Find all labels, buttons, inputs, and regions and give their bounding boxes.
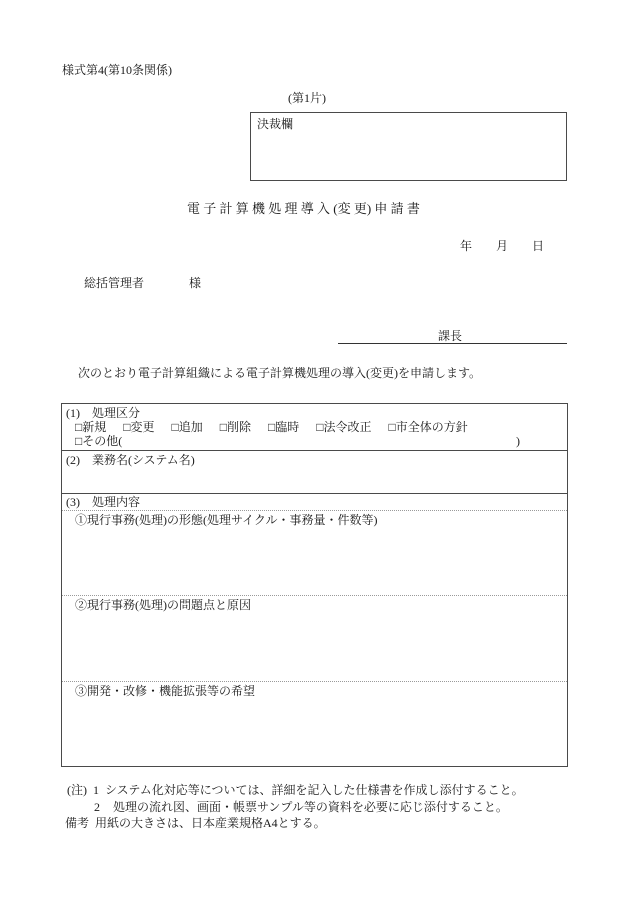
form-code: 様式第4(第10条関係) <box>62 63 172 77</box>
section1-other-row <box>75 434 567 448</box>
remark-line <box>65 816 326 830</box>
intro-sentence: 次のとおり電子計算組織による電子計算機処理の導入(変更)を申請します。 <box>78 366 482 380</box>
addressee-honorific: 様 <box>189 276 202 290</box>
note-line-2 <box>94 800 508 814</box>
subsection2-label: ②現行事務(処理)の問題点と原因 <box>75 598 251 612</box>
document-title: 電 子 計 算 機 処 理 導 入 (変 更) 申 請 書 <box>187 201 420 216</box>
checkbox-citywide-policy: □市全体の方針 <box>388 420 468 434</box>
note-line-1 <box>67 783 524 797</box>
note2-number: 2 <box>94 800 100 814</box>
date-line <box>460 239 544 253</box>
checkbox-add: □追加 <box>171 420 203 434</box>
subsection-development-wishes <box>62 681 567 766</box>
checkbox-temporary: □臨時 <box>268 420 300 434</box>
remark-label: 備考 <box>65 816 90 830</box>
approver-signature-line <box>338 329 567 344</box>
checkbox-delete: □削除 <box>219 420 251 434</box>
subsection-current-work-problems <box>62 595 567 681</box>
section1-label: (1) 処理区分 <box>66 406 140 420</box>
addressee-line <box>84 276 201 290</box>
subsection3-label: ③開発・改修・機能拡張等の希望 <box>75 684 256 698</box>
section1-checkbox-row <box>75 420 567 434</box>
checkbox-other: □その他( <box>75 434 123 448</box>
checkbox-new: □新規 <box>75 420 107 434</box>
remark-text: 用紙の大きさは、日本産業規格A4とする。 <box>95 816 326 830</box>
date-year-label: 年 <box>460 239 473 253</box>
section-processing-category <box>62 404 567 450</box>
note1-number: 1 <box>93 783 99 797</box>
section-processing-content-header <box>62 493 567 510</box>
subsection-current-work-form <box>62 510 567 595</box>
approver-title-label: 課長 <box>438 329 463 343</box>
note2-text: 処理の流れ図、画面・帳票サンプル等の資料を必要に応じ添付すること。 <box>113 800 508 814</box>
addressee-title: 総括管理者 <box>84 276 145 290</box>
other-close-paren: ) <box>516 434 520 448</box>
date-month-label: 月 <box>496 239 509 253</box>
application-table <box>61 403 568 767</box>
checkbox-law-revision: □法令改正 <box>316 420 372 434</box>
section2-label: (2) 業務名(システム名) <box>66 453 195 467</box>
sheet-number: (第1片) <box>288 91 326 105</box>
note1-text: システム化対応等については、詳細を記入した仕様書を作成し添付すること。 <box>105 783 524 797</box>
date-day-label: 日 <box>532 239 545 253</box>
section-business-name <box>62 450 567 493</box>
approval-box <box>250 112 567 181</box>
subsection1-label: ①現行事務(処理)の形態(処理サイクル・事務量・件数等) <box>75 513 378 527</box>
note-label: (注) <box>67 783 87 797</box>
checkbox-change: □変更 <box>123 420 155 434</box>
approval-box-label: 決裁欄 <box>257 117 294 131</box>
section3-label: (3) 処理内容 <box>66 495 140 509</box>
